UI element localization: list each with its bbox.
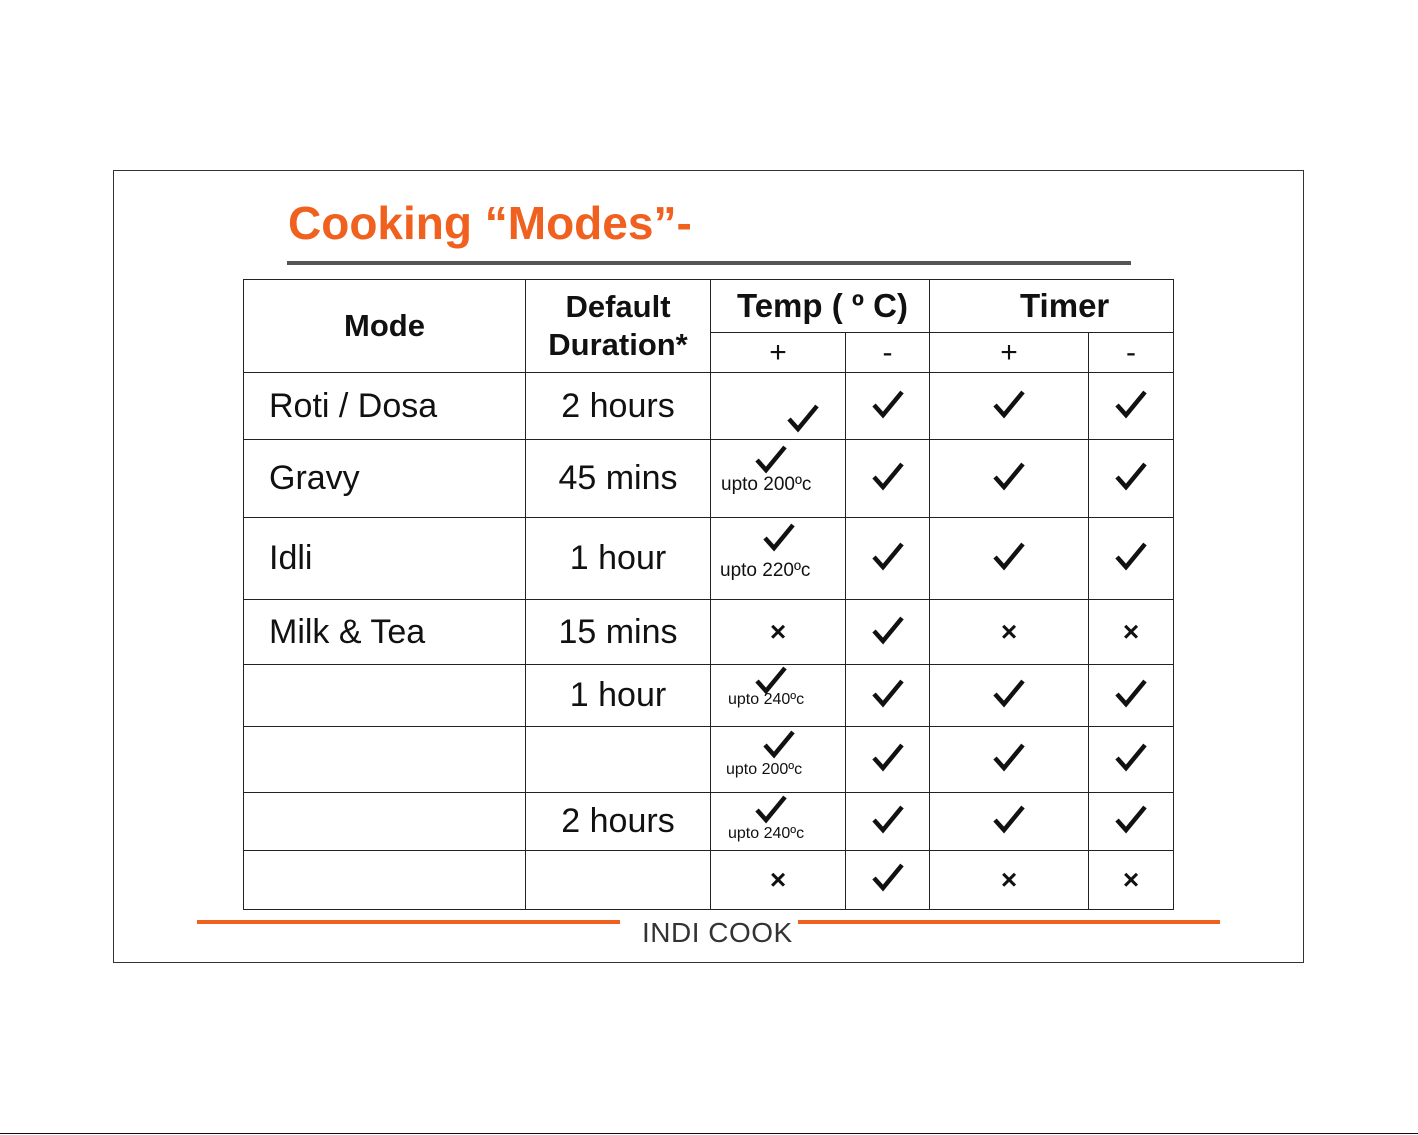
check-icon: [992, 541, 1026, 571]
check-icon: [1114, 541, 1148, 571]
temp-limit-note: upto 240ºc: [728, 690, 805, 708]
timer-minus-cell: [1089, 373, 1174, 440]
temp-plus-cell: [711, 518, 846, 600]
timer-plus-cell: [930, 850, 1089, 909]
check-icon: [754, 794, 788, 824]
cross-icon: ×: [1122, 863, 1140, 895]
check-icon: [871, 615, 905, 645]
check-icon: [871, 862, 905, 892]
check-icon: [1114, 461, 1148, 491]
header-duration-line2: Duration*: [548, 327, 688, 363]
temp-minus-cell: [846, 440, 930, 518]
check-icon: [754, 444, 788, 474]
timer-plus-cell: [930, 440, 1089, 518]
timer-minus-cell: [1089, 850, 1174, 909]
temp-limit-note: upto 200ºc: [721, 474, 812, 496]
check-icon: [871, 678, 905, 708]
table-row: [244, 440, 1174, 518]
duration-cell: [526, 850, 711, 909]
timer-plus-cell: [930, 664, 1089, 726]
temp-plus-cell: [711, 440, 846, 518]
mode-cell: Roti / Dosa: [244, 373, 526, 440]
check-icon: [992, 389, 1026, 419]
footer-brand: INDI COOK: [642, 917, 793, 948]
check-icon: [871, 461, 905, 491]
check-icon: [871, 541, 905, 571]
temp-plus-cell: [711, 792, 846, 850]
temp-minus-cell: [846, 518, 930, 600]
header-mode: [244, 280, 526, 373]
timer-minus-cell: [1089, 518, 1174, 600]
temp-plus-cell: [711, 373, 846, 440]
check-icon: [1114, 804, 1148, 834]
temp-minus-cell: [846, 664, 930, 726]
header-temp: [711, 280, 930, 333]
timer-plus-cell: [930, 518, 1089, 600]
mode-cell: Idli: [244, 518, 526, 600]
timer-minus-cell: [1089, 600, 1174, 664]
table-row: [244, 518, 1174, 600]
mode-cell: [244, 792, 526, 850]
header-temp-minus: -: [846, 333, 930, 373]
duration-cell: 45 mins: [526, 440, 711, 518]
temp-minus-cell: [846, 600, 930, 664]
mode-cell: [244, 726, 526, 792]
duration-cell: 2 hours: [526, 373, 711, 440]
timer-minus-cell: [1089, 792, 1174, 850]
timer-plus-cell: [930, 600, 1089, 664]
header-timer-minus: -: [1089, 333, 1174, 373]
table-row: [244, 373, 1174, 440]
table-row: [244, 664, 1174, 726]
table-row: [244, 850, 1174, 909]
cross-icon: ×: [769, 616, 787, 648]
bottom-rule: [0, 1133, 1418, 1134]
check-icon: [871, 804, 905, 834]
mode-cell: Milk & Tea: [244, 600, 526, 664]
temp-limit-note: upto 200ºc: [726, 760, 803, 778]
temp-plus-cell: [711, 664, 846, 726]
footer-rule-right: [798, 920, 1220, 924]
check-icon: [1114, 389, 1148, 419]
header-duration-line1: Default: [565, 289, 671, 325]
header-duration: [526, 280, 711, 373]
check-icon: [871, 389, 905, 419]
title-divider: [287, 261, 1131, 265]
timer-minus-cell: [1089, 726, 1174, 792]
table-row: [244, 600, 1174, 664]
check-icon: [1114, 678, 1148, 708]
check-icon: [992, 461, 1026, 491]
temp-plus-cell: [711, 726, 846, 792]
cross-icon: ×: [1000, 863, 1018, 895]
duration-cell: [526, 726, 711, 792]
temp-minus-cell: [846, 373, 930, 440]
duration-cell: 1 hour: [526, 518, 711, 600]
page-title: Cooking “Modes”-: [288, 197, 692, 249]
cross-icon: ×: [1122, 616, 1140, 648]
timer-plus-cell: [930, 373, 1089, 440]
mode-cell: [244, 664, 526, 726]
header-row-top: [244, 280, 1174, 333]
check-icon: [762, 729, 796, 759]
header-temp-label: Temp ( º C): [737, 287, 908, 324]
header-timer-plus: +: [930, 333, 1089, 373]
check-icon: [1114, 742, 1148, 772]
duration-cell: 1 hour: [526, 664, 711, 726]
duration-cell: 2 hours: [526, 792, 711, 850]
check-icon: [992, 804, 1026, 834]
table-row: [244, 726, 1174, 792]
temp-minus-cell: [846, 792, 930, 850]
header-temp-plus: +: [711, 333, 846, 373]
timer-minus-cell: [1089, 664, 1174, 726]
mode-cell: Gravy: [244, 440, 526, 518]
cross-icon: ×: [769, 863, 787, 895]
header-mode-label: Mode: [344, 308, 425, 344]
table-body: [244, 373, 1174, 910]
temp-minus-cell: [846, 726, 930, 792]
header-timer: [930, 280, 1174, 333]
footer-rule-left: [197, 920, 620, 924]
temp-minus-cell: [846, 850, 930, 909]
mode-cell: [244, 850, 526, 909]
timer-plus-cell: [930, 726, 1089, 792]
duration-cell: 15 mins: [526, 600, 711, 664]
check-icon: [786, 403, 820, 433]
check-icon: [871, 742, 905, 772]
temp-limit-note: upto 220ºc: [720, 560, 811, 582]
timer-plus-cell: [930, 792, 1089, 850]
timer-minus-cell: [1089, 440, 1174, 518]
temp-plus-cell: [711, 850, 846, 909]
header-timer-label: Timer: [1020, 287, 1110, 324]
temp-limit-note: upto 240ºc: [728, 824, 805, 842]
temp-plus-cell: [711, 600, 846, 664]
cooking-modes-table: [243, 279, 1174, 910]
check-icon: [762, 522, 796, 552]
check-icon: [992, 742, 1026, 772]
cross-icon: ×: [1000, 616, 1018, 648]
check-icon: [992, 678, 1026, 708]
table-row: [244, 792, 1174, 850]
